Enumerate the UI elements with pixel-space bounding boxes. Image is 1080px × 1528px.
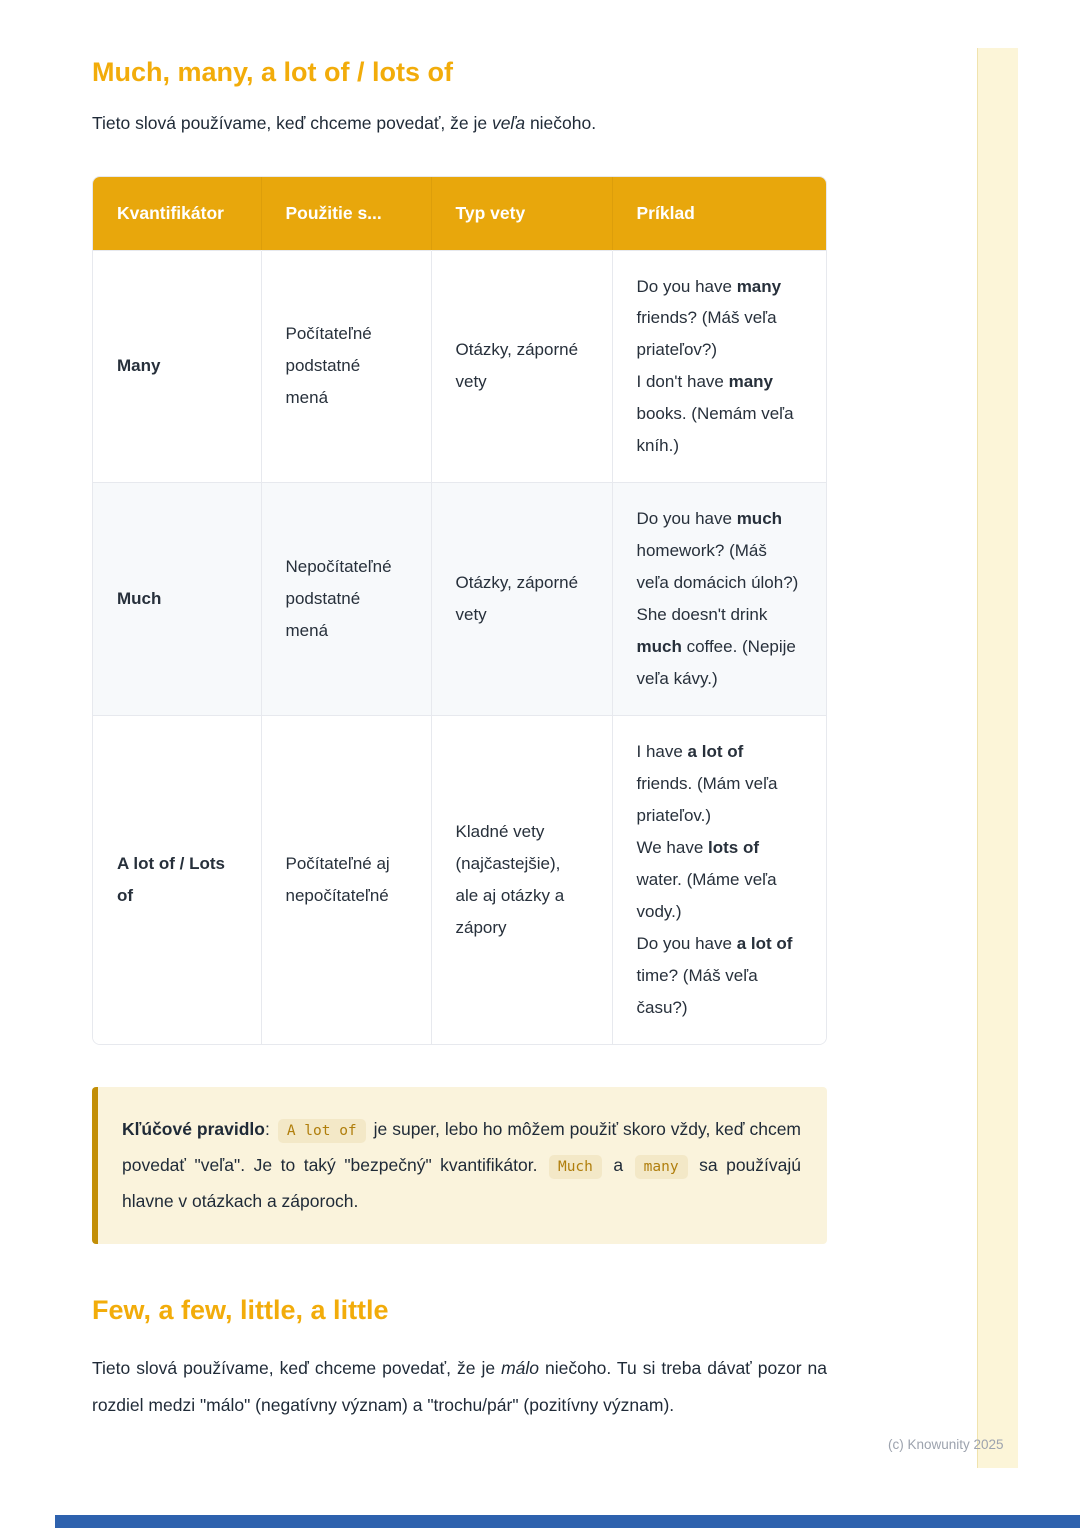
cell-example: I have a lot of friends. (Mám veľa priateľov.) We have lots of water. (Máme veľa vody.) Do you have a lot of time? (Máš veľa času?) — [612, 715, 827, 1043]
bottom-blue-bar — [55, 1515, 1080, 1528]
table-row-a-lot-of — [93, 715, 827, 1043]
cell-example: Do you have many friends? (Máš veľa priateľov?) I don't have many books. (Nemám veľa kníh.) — [612, 250, 827, 483]
cell-sentence-type: Otázky, záporné vety — [431, 483, 612, 716]
table-header-row — [93, 177, 827, 251]
section-title-much: Much, many, a lot of / lots of — [92, 57, 454, 87]
cell-usage: Nepočítateľné podstatné mená — [261, 483, 431, 716]
cell-usage: Počítateľné podstatné mená — [261, 250, 431, 483]
cell-quantifier: Much — [93, 483, 261, 716]
table-header-priklad: Príklad — [612, 177, 827, 251]
table-header-pouzitie: Použitie s... — [261, 177, 431, 251]
cell-quantifier: Many — [93, 250, 261, 483]
table-row-much — [93, 483, 827, 716]
key-rule-callout — [92, 1087, 827, 1244]
intro-paragraph-much: Tieto slová používame, keď chceme povedať, že je veľa niečoho. — [92, 113, 597, 134]
cell-quantifier: A lot of / Lots of — [93, 715, 261, 1043]
table-row-many — [93, 250, 827, 483]
quantifier-table-wrapper — [92, 176, 827, 1045]
table-header-typ-vety: Typ vety — [431, 177, 612, 251]
cell-example: Do you have much homework? (Máš veľa domácich úloh?) She doesn't drink much coffee. (Nepije veľa kávy.) — [612, 483, 827, 716]
key-rule-text: Kľúčové pravidlo: A lot of je super, lebo ho môžem použiť skoro vždy, keď chcem povedať "veľa". Je to taký "bezpečný" kvantifikátor. Much a many sa používajú hlavne v otázkach a záporoch. — [122, 1118, 802, 1212]
copyright-label: (c) Knowunity 2025 — [888, 1437, 1004, 1452]
document-content — [92, 0, 827, 1424]
table-header-kvantifikator: Kvantifikátor — [93, 177, 261, 251]
quantifier-table — [93, 177, 827, 1044]
cell-sentence-type: Otázky, záporné vety — [431, 250, 612, 483]
section-title-few: Few, a few, little, a little — [92, 1294, 389, 1325]
cell-usage: Počítateľné aj nepočítateľné — [261, 715, 431, 1043]
intro-paragraph-few: Tieto slová používame, keď chceme povedať, že je málo niečoho. Tu si treba dávať pozor na rozdiel medzi "málo" (negatívny význam) a "trochu/pár" (pozitívny význam). — [92, 1358, 827, 1415]
page-side-strip — [977, 48, 1018, 1468]
cell-sentence-type: Kladné vety (najčastejšie), ale aj otázky a zápory — [431, 715, 612, 1043]
